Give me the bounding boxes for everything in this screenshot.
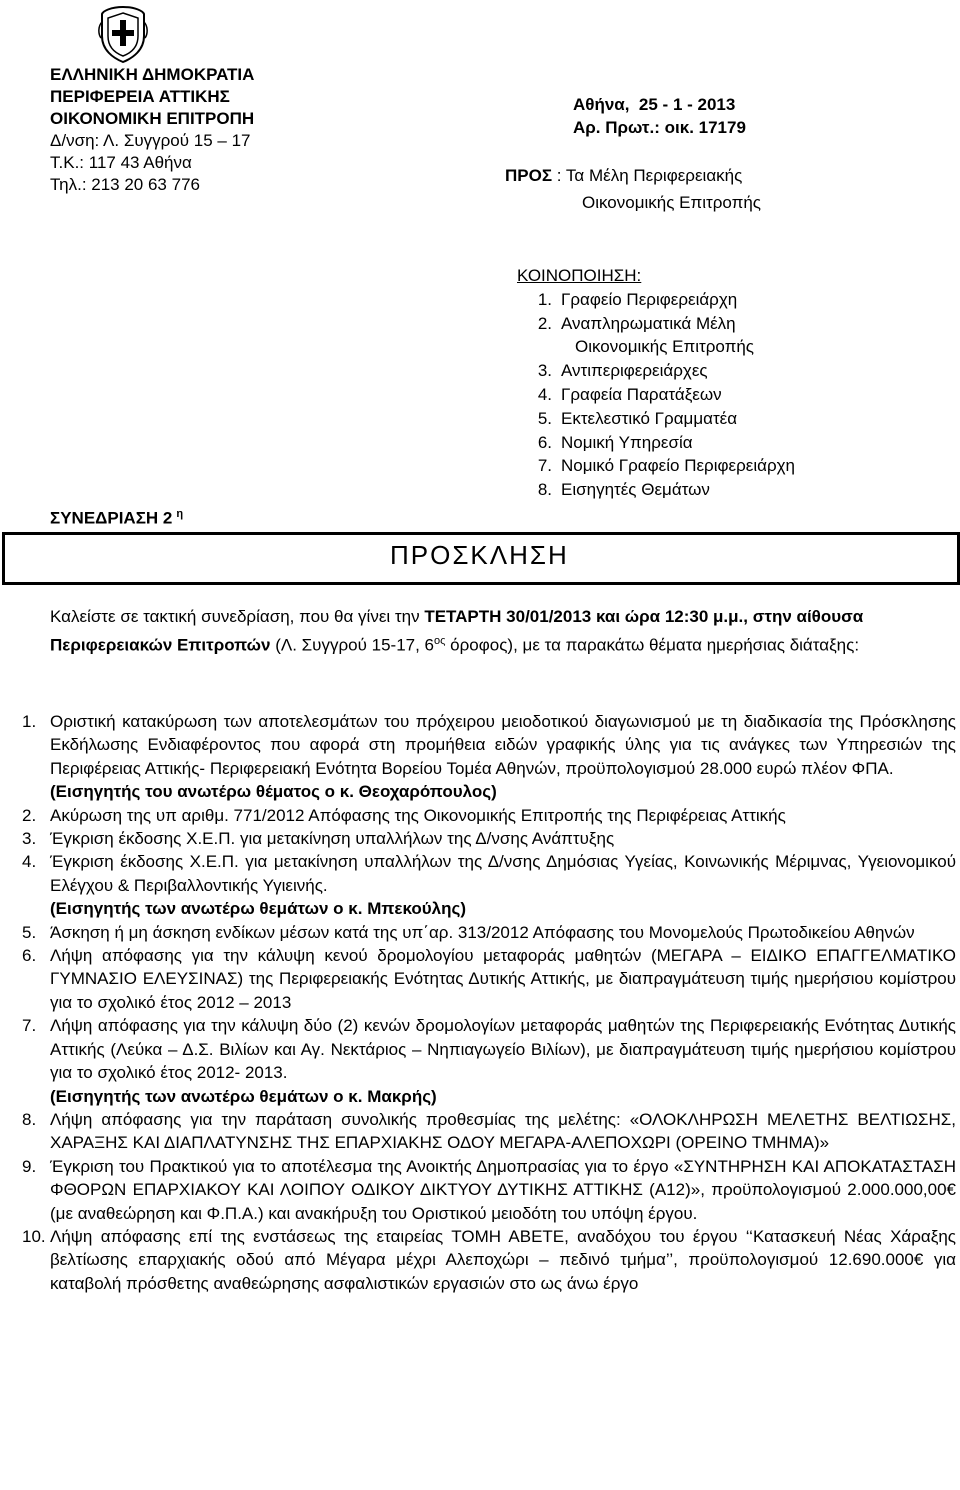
cc-item — [517, 383, 795, 407]
cc-item-number: 3. — [537, 361, 552, 381]
cc-item — [517, 288, 795, 312]
agenda-item-number: 6. — [22, 946, 37, 966]
meeting-number — [50, 508, 183, 529]
cc-list — [517, 264, 795, 502]
agenda-item-number: 5. — [22, 922, 37, 942]
agenda-item-text: Έγκριση έκδοσης Χ.Ε.Π. για μετακίνηση υπαλλήλων της Δ/νσης Δημόσιας Υγείας, Κοινωνικής Μέριμνας, Υγειονομικού Ελέγχου & Περιβαλλοντικής Υγιεινής. — [50, 852, 956, 895]
agenda-list — [22, 710, 956, 1295]
agenda-item-text: Οριστική κατακύρωση των αποτελεσμάτων του πρόχειρου μειοδοτικού διαγωνισμού με τη διαδικασία της Πρόσκλησης Εκδήλωσης Ενδιαφέροντος που αφορά στη προμήθεια ειδών γραφικής ύλης για τις ανάγκες των Υπηρεσιών της Περιφέρειας Αττικής- Περιφερειακή Ενότητα Βορείου Τομέα Αθηνών, προϋπολογισμού 28.000 ευρώ πλέον ΦΠΑ. — [50, 712, 956, 778]
agenda-item — [22, 944, 956, 1014]
agenda-item — [22, 710, 956, 804]
meeting-label: ΣΥΝΕΔΡΙΑΣΗ 2 — [50, 508, 173, 528]
recipient-line-1: : Τα Μέλη Περιφερειακής — [552, 166, 743, 185]
intro-text: όροφος), με τα παρακάτω θέματα ημερήσιας διάταξης: — [445, 635, 860, 655]
cc-item — [517, 454, 795, 478]
cc-item — [517, 359, 795, 383]
agenda-item — [22, 1108, 956, 1155]
agenda-item-text: Λήψη απόφασης επί της ενστάσεως της εταιρείας ΤΟΜΗ ΑΒΕΤΕ, αναδόχου του έργου ‘‘Κατασκευή Νέας Χάραξης βελτίωσης επαρχιακής οδού από Μέγαρα μέχρι Αλεποχώρι – πεδινό τμήμα’’, προϋπολογισμού 12.690.000€ για καταβολή πρόσθετης αναθεώρησης ασφαλιστικών εργασιών στο ως άνω έργο — [50, 1226, 956, 1293]
sender-line: Τηλ.: 213 20 63 776 — [50, 175, 200, 194]
cc-item-text: Αναπληρωματικά Μέλη — [561, 313, 736, 333]
recipient-label: ΠΡΟΣ — [505, 166, 553, 185]
agenda-item-number: 2. — [22, 805, 37, 825]
cc-item — [517, 407, 795, 431]
agenda-item-number: 10. — [22, 1226, 46, 1246]
agenda-item — [22, 804, 956, 827]
document-title: ΠΡΟΣΚΛΗΣΗ — [390, 540, 569, 570]
greek-coat-of-arms-icon — [97, 4, 149, 64]
cc-item-number: 5. — [537, 408, 552, 428]
protocol-line: Αρ. Πρωτ.: οικ. 17179 — [573, 118, 746, 137]
agenda-item-text: Λήψη απόφασης για την κάλυψη κενού δρομολογίου μεταφοράς μαθητών (ΜΕΓΑΡΑ – ΕΙΔΙΚΟ ΕΠΑΓΓΕΛΜΑΤΙΚΟ ΓΥΜΝΑΣΙΟ ΕΛΕΥΣΙΝΑΣ) της Περιφερειακής Ενότητας Δυτικής Αττικής, με διαπραγμάτευση τιμής ημερήσιου κομίστρου για το σχολικό έτος 2012 – 2013 — [50, 946, 956, 1012]
agenda-item-text: Άσκηση ή μη άσκηση ενδίκων μέσων κατά της υπ΄αρ. 313/2012 Απόφασης του Μονομελούς Πρωτοδικείου Αθηνών — [50, 922, 915, 942]
intro-text: (Λ. Συγγρού 15-17, 6 — [270, 635, 435, 655]
cc-item — [517, 478, 795, 502]
sender-line: ΠΕΡΙΦΕΡΕΙΑ ΑΤΤΙΚΗΣ — [50, 87, 230, 106]
agenda-item-number: 4. — [22, 852, 37, 872]
cc-item-number: 7. — [537, 456, 552, 476]
cc-item — [517, 431, 795, 455]
sender-block — [50, 64, 254, 196]
intro-text: Καλείστε σε τακτική συνεδρίαση, που θα γίνει την — [50, 607, 425, 626]
cc-item-text: Νομική Υπηρεσία — [561, 432, 693, 452]
cc-item-continuation: Οικονομικής Επιτροπής — [575, 337, 754, 357]
agenda-item-text: Λήψη απόφασης για την παράταση συνολικής προθεσμίας της μελέτης: «ΟΛΟΚΛΗΡΩΣΗ ΜΕΛΕΤΗΣ ΒΕΛΤΙΩΣΗΣ, ΧΑΡΑΞΗΣ ΚΑΙ ΔΙΑΠΛΑΤΥΝΣΗΣ ΤΗΣ ΕΠΑΡΧΙΑΚΗΣ ΟΔΟΥ ΜΕΓΑΡΑ-ΑΛΕΠΟΧΩΡΙ (ΟΡΕΙΝΟ ΤΜΗΜΑ)» — [50, 1109, 956, 1153]
sender-line: ΟΙΚΟΝΟΜΙΚΗ ΕΠΙΤΡΟΠΗ — [50, 109, 255, 128]
cc-item-text: Νομικό Γραφείο Περιφερειάρχη — [561, 456, 795, 476]
agenda-item — [22, 921, 956, 944]
sender-line: Τ.Κ.: 117 43 Αθήνα — [50, 153, 192, 172]
cc-item-number: 4. — [537, 384, 552, 404]
agenda-item-text: Ακύρωση της υπ αριθμ. 771/2012 Απόφασης της Οικονομικής Επιτροπής της Περιφέρειας Αττικής — [50, 805, 786, 825]
agenda-item — [22, 1225, 956, 1295]
cc-item-number: 6. — [537, 432, 552, 452]
cc-item-number: 2. — [537, 313, 552, 333]
sender-line: ΕΛΛΗΝΙΚΗ ΔΗΜΟΚΡΑΤΙΑ — [50, 65, 255, 84]
date-line: Αθήνα, 25 - 1 - 2013 — [573, 95, 736, 114]
cc-item-text: Εκτελεστικό Γραμματέα — [561, 408, 738, 428]
cc-item-number: 1. — [537, 289, 552, 309]
agenda-item-text: Λήψη απόφασης για την κάλυψη δύο (2) κενών δρομολογίων μεταφοράς μαθητών της Περιφερειακής Ενότητας Δυτικής Αττικής (Λεύκα – Δ.Σ. Βιλίων και Αγ. Νεκτάριος – Νηπιαγωγείο Βιλίων), με διαπραγμάτευση τιμής ημερήσιου κομίστρου για το σχολικό έτος 2012- 2013. — [50, 1016, 956, 1083]
agenda-item-number: 9. — [22, 1156, 37, 1176]
intro-superscript: ος — [434, 635, 446, 647]
cc-item-text: Εισηγητές Θεμάτων — [561, 480, 710, 500]
intro-paragraph — [50, 605, 952, 658]
meeting-superscript: η — [176, 508, 184, 520]
agenda-item — [22, 827, 956, 850]
agenda-item — [22, 850, 956, 920]
agenda-item-rapporteur: (Εισηγητής των ανωτέρω θεμάτων ο κ. Μπεκούλης) — [50, 899, 466, 919]
recipient-block — [505, 162, 761, 216]
cc-item — [517, 312, 795, 336]
agenda-item-text: Έγκριση του Πρακτικού για το αποτέλεσμα της Ανοικτής Δημοπρασίας για το έργο «ΣΥΝΤΗΡΗΣΗ ΚΑΙ ΑΠΟΚΑΤΑΣΤΑΣΗ ΦΘΟΡΩΝ ΕΠΑΡΧΙΑΚΟΥ ΚΑΙ ΛΟΙΠΟΥ ΟΔΙΚΟΥ ΔΙΚΤΥΟΥ ΔΥΤΙΚΗΣ ΑΤΤΙΚΗΣ (Α12)», προϋπολογισμού 2.000.000,00€ (με αναθεώρηση και Φ.Π.Α.) και ανακήρυξη του Οριστικού μειοδότη του υπόψη έργου. — [50, 1156, 956, 1223]
cc-heading: ΚΟΙΝΟΠΟΙΗΣΗ: — [517, 266, 642, 285]
cc-item-text: Γραφείο Περιφερειάρχη — [561, 289, 738, 309]
agenda-item-text: Έγκριση έκδοσης Χ.Ε.Π. για μετακίνηση υπαλλήλων της Δ/νσης Ανάπτυξης — [50, 829, 615, 849]
cc-item-text: Γραφεία Παρατάξεων — [561, 384, 722, 404]
cc-item-number: 8. — [537, 480, 552, 500]
sender-line: Δ/νση: Λ. Συγγρού 15 – 17 — [50, 131, 251, 150]
agenda-item-number: 7. — [22, 1016, 37, 1036]
agenda-item-number: 8. — [22, 1109, 37, 1129]
agenda-item — [22, 1014, 956, 1108]
agenda-item-rapporteur: (Εισηγητής του ανωτέρω θέματος ο κ. Θεοχαρόπουλος) — [50, 782, 497, 802]
date-block — [573, 91, 746, 141]
agenda-item-number: 1. — [22, 712, 37, 731]
agenda-item — [22, 1155, 956, 1225]
intro-bold-text: ΤΕΤΑΡΤΗ 30/01/2013 και ώρα 12:30 μ.μ., στην αίθουσα Περιφερειακών Επιτροπών — [50, 607, 864, 655]
agenda-item-number: 3. — [22, 829, 37, 849]
recipient-line-2: Οικονομικής Επιτροπής — [582, 193, 761, 212]
cc-item-text: Αντιπεριφερειάρχες — [561, 361, 708, 381]
agenda-item-rapporteur: (Εισηγητής των ανωτέρω θεμάτων ο κ. Μακρής) — [50, 1086, 437, 1106]
